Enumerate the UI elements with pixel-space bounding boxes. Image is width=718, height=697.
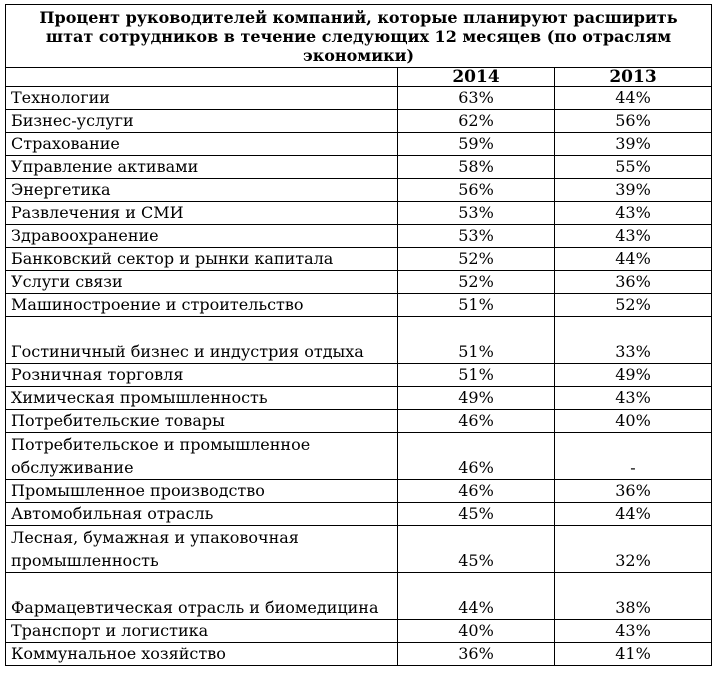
value-2014-cell: 46% (398, 480, 555, 503)
table-row (6, 248, 712, 271)
table-row (6, 225, 712, 248)
industry-hiring-table (5, 4, 712, 666)
value-2013-cell: 43% (555, 225, 712, 248)
value-2013-cell: 33% (555, 317, 712, 364)
industry-cell: Промышленное производство (6, 480, 398, 503)
value-2013-cell: 52% (555, 294, 712, 317)
value-2014-cell: 53% (398, 225, 555, 248)
table-row (6, 643, 712, 666)
industry-cell: Химическая промышленность (6, 387, 398, 410)
table-row (6, 526, 712, 573)
value-2014-cell: 46% (398, 433, 555, 480)
value-2013-cell: 41% (555, 643, 712, 666)
value-2014-cell: 49% (398, 387, 555, 410)
industry-cell: Здравоохранение (6, 225, 398, 248)
value-2014-cell: 59% (398, 133, 555, 156)
industry-cell: Банковский сектор и рынки капитала (6, 248, 398, 271)
table-row (6, 110, 712, 133)
value-2013-cell: - (555, 433, 712, 480)
table-row (6, 620, 712, 643)
value-2014-cell: 52% (398, 248, 555, 271)
value-2014-cell: 62% (398, 110, 555, 133)
table-row (6, 179, 712, 202)
value-2013-cell: 49% (555, 364, 712, 387)
table-title: Процент руководителей компаний, которые планируют расширить штат сотрудников в течение следующих 12 месяцев (по отраслям экономики) (6, 5, 712, 68)
value-2013-cell: 44% (555, 503, 712, 526)
value-2014-cell: 36% (398, 643, 555, 666)
value-2013-cell: 56% (555, 110, 712, 133)
value-2013-cell: 43% (555, 620, 712, 643)
table-row (6, 410, 712, 433)
value-2014-cell: 45% (398, 503, 555, 526)
table-row (6, 202, 712, 225)
value-2014-cell: 56% (398, 179, 555, 202)
value-2014-cell: 51% (398, 364, 555, 387)
table-row (6, 503, 712, 526)
header-row (6, 68, 712, 87)
industry-cell: Коммунальное хозяйство (6, 643, 398, 666)
value-2014-cell: 52% (398, 271, 555, 294)
value-2014-cell: 45% (398, 526, 555, 573)
table-row (6, 133, 712, 156)
value-2013-cell: 39% (555, 179, 712, 202)
value-2013-cell: 43% (555, 387, 712, 410)
value-2013-cell: 36% (555, 271, 712, 294)
industry-cell: Розничная торговля (6, 364, 398, 387)
table-row (6, 271, 712, 294)
industry-cell: Машиностроение и строительство (6, 294, 398, 317)
value-2013-cell: 39% (555, 133, 712, 156)
value-2013-cell: 38% (555, 573, 712, 620)
industry-column-header (6, 68, 398, 87)
value-2013-cell: 55% (555, 156, 712, 179)
industry-cell: Страхование (6, 133, 398, 156)
value-2013-cell: 40% (555, 410, 712, 433)
industry-cell: Фармацевтическая отрасль и биомедицина (6, 573, 398, 620)
table-row (6, 87, 712, 110)
industry-cell: Потребительские товары (6, 410, 398, 433)
industry-cell: Управление активами (6, 156, 398, 179)
value-2013-cell: 44% (555, 248, 712, 271)
industry-cell: Энергетика (6, 179, 398, 202)
industry-cell: Гостиничный бизнес и индустрия отдыха (6, 317, 398, 364)
industry-cell: Автомобильная отрасль (6, 503, 398, 526)
value-2014-cell: 53% (398, 202, 555, 225)
value-2014-cell: 44% (398, 573, 555, 620)
value-2014-cell: 51% (398, 317, 555, 364)
value-2013-cell: 32% (555, 526, 712, 573)
industry-cell: Потребительское и промышленное обслуживание (6, 433, 398, 480)
table-row (6, 364, 712, 387)
industry-cell: Транспорт и логистика (6, 620, 398, 643)
column-header-2013: 2013 (555, 68, 712, 87)
title-row (6, 5, 712, 68)
value-2014-cell: 58% (398, 156, 555, 179)
table-row (6, 480, 712, 503)
industry-cell: Лесная, бумажная и упаковочная промышленность (6, 526, 398, 573)
value-2014-cell: 63% (398, 87, 555, 110)
table-row (6, 156, 712, 179)
table-row (6, 294, 712, 317)
column-header-2014: 2014 (398, 68, 555, 87)
table-row (6, 573, 712, 620)
table-row (6, 317, 712, 364)
industry-cell: Технологии (6, 87, 398, 110)
table-row (6, 387, 712, 410)
value-2013-cell: 43% (555, 202, 712, 225)
value-2013-cell: 44% (555, 87, 712, 110)
value-2014-cell: 40% (398, 620, 555, 643)
industry-cell: Развлечения и СМИ (6, 202, 398, 225)
industry-cell: Услуги связи (6, 271, 398, 294)
industry-cell: Бизнес-услуги (6, 110, 398, 133)
value-2014-cell: 51% (398, 294, 555, 317)
table-row (6, 433, 712, 480)
value-2014-cell: 46% (398, 410, 555, 433)
value-2013-cell: 36% (555, 480, 712, 503)
